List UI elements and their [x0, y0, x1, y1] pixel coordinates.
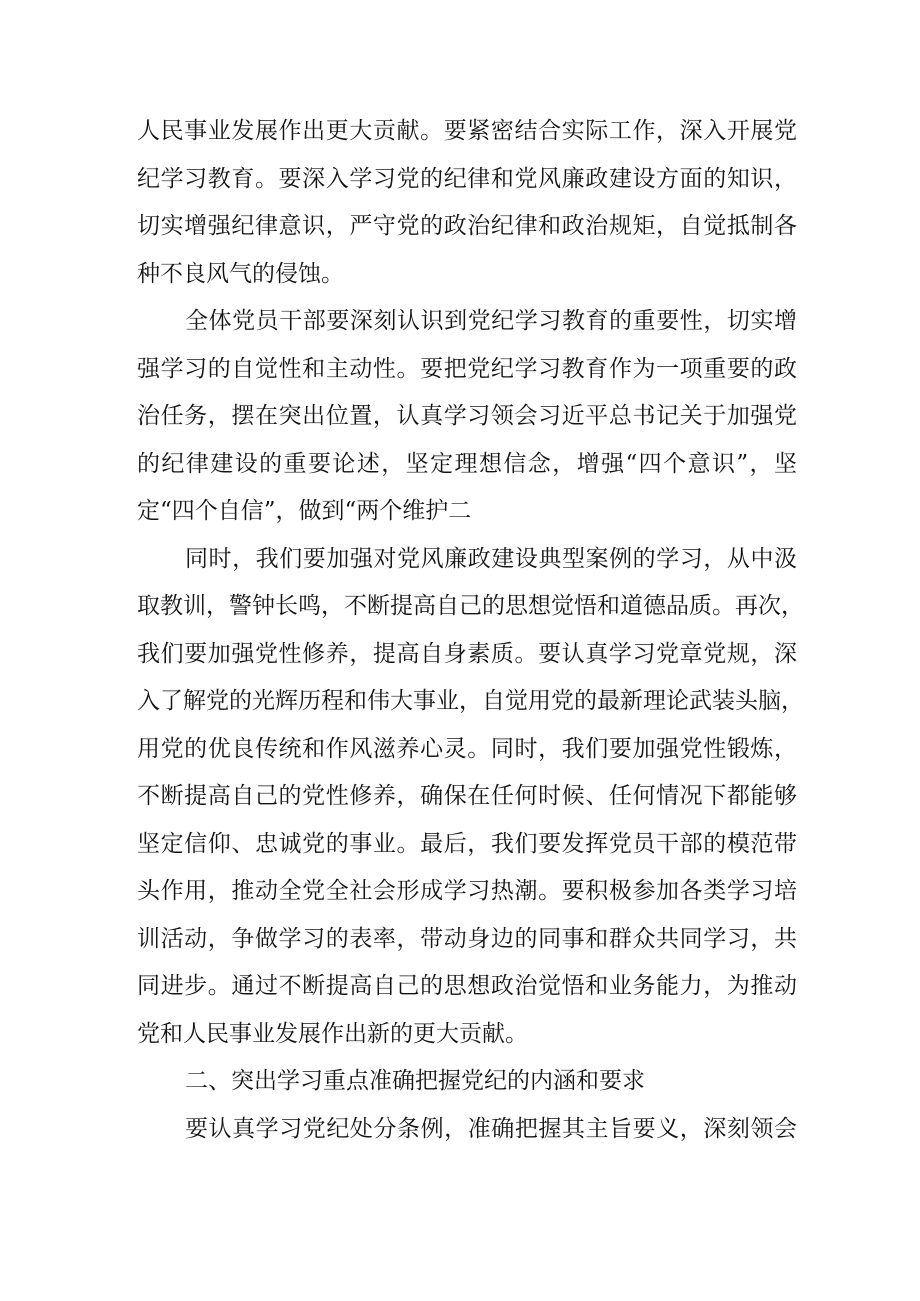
text-line: 要认真学习党纪处分条例，准确把握其主旨要义，深刻领会	[185, 1115, 797, 1142]
text-line: 不断提高自己的党性修养，确保在任何时候、任何情况下都能够	[137, 783, 797, 809]
text-line: 同进步。通过不断提高自己的思想政治觉悟和业务能力，为推动	[137, 973, 797, 999]
text-line: 党和人民事业发展作出新的更大贡献。	[137, 1020, 528, 1047]
paragraph-1	[137, 108, 797, 298]
text-line: 全体党员干部要深刻认识到党纪学习教育的重要性，切实增	[185, 308, 797, 334]
text-line: 头作用，推动全党全社会形成学习热潮。要积极参加各类学习培	[137, 878, 797, 904]
text-line: 同时，我们要加强对党风廉政建设典型案例的学习，从中汲	[185, 545, 797, 572]
document-body	[137, 108, 804, 1153]
paragraph-3	[137, 536, 804, 1059]
text-line: 坚定信仰、忠诚党的事业。最后，我们要发挥党员干部的模范带	[137, 830, 797, 857]
text-line: 取教训，警钟长鸣，不断提高自己的思想觉悟和道德品质。再次，	[137, 593, 804, 619]
text-line: 训活动，争做学习的表率，带动身边的同事和群众共同学习，共	[137, 925, 797, 952]
paragraph-4	[137, 1106, 797, 1154]
text-line: 人民事业发展作出更大贡献。要紧密结合实际工作，深入开展党	[137, 118, 797, 144]
paragraph-2	[137, 298, 797, 536]
text-line: 强学习的自觉性和主动性。要把党纪学习教育作为一项重要的政	[137, 355, 797, 382]
text-line: 治任务，摆在突出位置，认真学习领会习近平总书记关于加强党	[137, 403, 797, 429]
text-line: 纪学习教育。要深入学习党的纪律和党风廉政建设方面的知识，	[137, 165, 797, 192]
text-line: 的纪律建设的重要论述，坚定理想信念，增强“四个意识”，坚	[137, 450, 797, 477]
text-line: 我们要加强党性修养，提高自身素质。要认真学习党章党规，深	[137, 640, 797, 667]
text-line: 定“四个自信”，做到“两个维护二	[137, 498, 472, 524]
text-line: 用党的优良传统和作风滋养心灵。同时，我们要加强党性锻炼，	[137, 735, 797, 762]
section-heading-text: 二、突出学习重点准确把握党纪的内涵和要求	[185, 1068, 645, 1094]
text-line: 种不良风气的侵蚀。	[137, 260, 344, 287]
text-line: 切实增强纪律意识，严守党的政治纪律和政治规矩，自觉抵制各	[137, 213, 797, 239]
section-heading	[137, 1058, 797, 1106]
text-line: 入了解党的光辉历程和伟大事业，自觉用党的最新理论武装头脑，	[137, 688, 804, 714]
